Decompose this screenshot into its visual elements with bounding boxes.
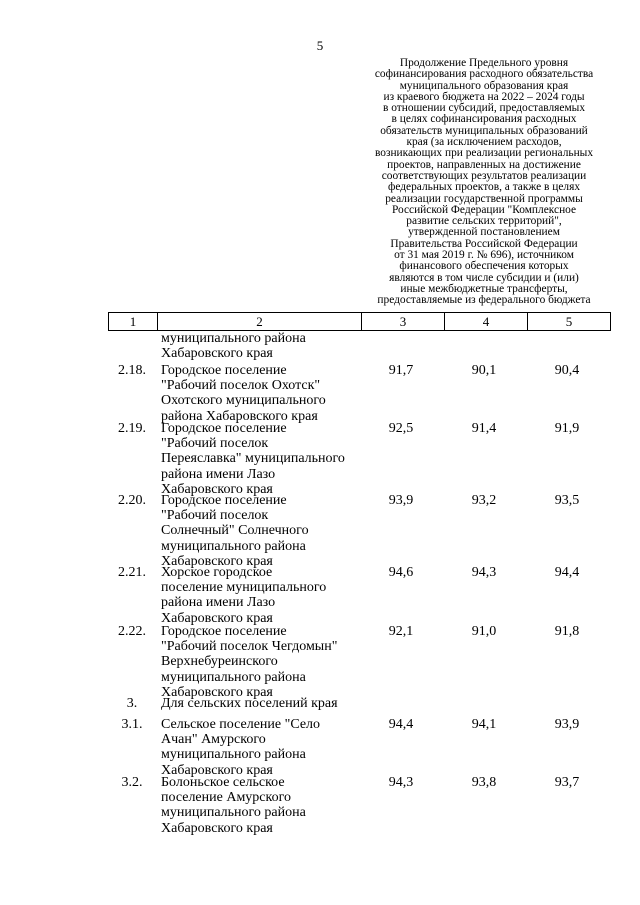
row-number: 2.18. <box>118 363 146 378</box>
header-line: из краевого бюджета на 2022 – 2024 годы <box>383 90 585 103</box>
header-line: муниципального образования края <box>399 79 569 92</box>
row-number: 2.19. <box>118 421 146 436</box>
row-number: 3.2. <box>121 775 143 790</box>
row-name <box>161 717 361 778</box>
value-col5: 91,8 <box>554 624 580 639</box>
row-name-line: Хабаровского края <box>161 346 273 362</box>
value-col4: 91,4 <box>471 421 497 436</box>
row-name-line: муниципального района <box>161 331 306 346</box>
row-name-line: Болоньское сельское <box>161 775 285 790</box>
row-name-line: Городское поселение <box>161 624 287 639</box>
column-header-4: 4 <box>445 313 528 331</box>
row-name-line: Хабаровского края <box>161 762 273 778</box>
column-header-2: 2 <box>158 313 362 331</box>
value-col5: 90,4 <box>554 363 580 378</box>
row-name-line: муниципального района <box>161 669 306 685</box>
row-name-line: Охотского муниципального <box>161 393 326 409</box>
header-line: в целях софинансирования расходных <box>391 113 577 126</box>
section-number: 3. <box>126 696 138 711</box>
value-col3: 92,5 <box>388 421 414 436</box>
header-line: Правительства Российской Федерации <box>390 237 578 250</box>
column-header-row <box>109 313 611 331</box>
row-name-line: муниципального района <box>161 805 306 821</box>
header-line: федеральных проектов, а также в целях <box>387 181 581 194</box>
row-name-line: Городское поселение <box>161 363 287 378</box>
row-name-line: Хабаровского края <box>161 684 273 700</box>
row-name-line: Сельское поселение "Село <box>161 717 321 732</box>
row-name <box>161 565 361 626</box>
row-name <box>161 421 361 497</box>
header-line: являются в том числе субсидии и (или) <box>389 271 579 284</box>
document-header <box>355 58 613 307</box>
row-name-line: "Рабочий поселок Охотск" <box>161 378 321 394</box>
value-col4: 90,1 <box>471 363 497 378</box>
value-col3: 91,7 <box>388 363 414 378</box>
value-col4: 91,0 <box>471 624 497 639</box>
value-col3: 94,3 <box>388 775 414 790</box>
header-line: развитие сельских территорий", <box>406 215 562 228</box>
value-col5: 94,4 <box>554 565 580 580</box>
row-name-line: района Хабаровского края <box>161 408 318 424</box>
value-col3: 93,9 <box>388 493 414 508</box>
column-header-1: 1 <box>109 313 158 331</box>
value-col3: 92,1 <box>388 624 414 639</box>
value-col4: 93,2 <box>471 493 497 508</box>
header-line: финансового обеспечения которых <box>399 260 569 273</box>
row-name-line: Ачан" Амурского <box>161 732 266 748</box>
value-col4: 94,3 <box>471 565 497 580</box>
row-name-line: района имени Лазо <box>161 595 276 611</box>
header-line: от 31 мая 2019 г. № 696), источником <box>394 249 574 262</box>
header-line: в отношении субсидий, предоставляемых <box>382 102 586 115</box>
row-name-line: Верхнебуреинского <box>161 654 278 670</box>
row-number: 2.20. <box>118 493 146 508</box>
column-header-3: 3 <box>362 313 445 331</box>
row-name <box>161 363 361 424</box>
row-name-line: Хорское городское <box>161 565 273 580</box>
row-name-line: района имени Лазо <box>161 466 276 482</box>
value-col5: 91,9 <box>554 421 580 436</box>
header-line: проектов, направленных на достижение <box>387 158 581 171</box>
column-header-table <box>108 312 611 331</box>
row-name-line: Солнечный" Солнечного <box>161 523 309 539</box>
header-line: софинансирования расходного обязательства <box>374 68 594 81</box>
row-name-line: "Рабочий поселок <box>161 508 269 524</box>
row-name-line: поселение муниципального <box>161 580 327 596</box>
value-col3: 94,6 <box>388 565 414 580</box>
row-name-line: Хабаровского края <box>161 481 273 497</box>
row-name-line: муниципального района <box>161 747 306 763</box>
header-line: предоставляемые из федерального бюджета <box>377 294 591 307</box>
row-name-line: муниципального района <box>161 538 306 554</box>
column-header-5: 5 <box>528 313 611 331</box>
row-name-line: Для сельских поселений края <box>161 696 338 711</box>
row-name-line: Хабаровского края <box>161 820 273 836</box>
value-col4: 94,1 <box>471 717 497 732</box>
value-col4: 93,8 <box>471 775 497 790</box>
header-line: Российской Федерации "Комплексное <box>391 203 577 216</box>
section-title <box>161 696 361 711</box>
header-line: утвержденной постановлением <box>408 226 560 239</box>
row-name-line: Хабаровского края <box>161 610 273 626</box>
row-name-line: "Рабочий поселок Чегдомын" <box>161 639 338 655</box>
row-name <box>161 331 361 361</box>
row-name <box>161 775 361 836</box>
row-name <box>161 624 361 700</box>
row-number: 3.1. <box>121 717 143 732</box>
header-line: реализации государственной программы <box>385 192 583 205</box>
row-name-line: поселение Амурского <box>161 790 292 806</box>
value-col5: 93,5 <box>554 493 580 508</box>
header-line: Продолжение Предельного уровня <box>399 57 569 69</box>
row-name-line: Хабаровского края <box>161 553 273 569</box>
row-number: 2.22. <box>118 624 146 639</box>
page-number: 5 <box>316 38 324 53</box>
row-name-line: "Рабочий поселок <box>161 436 269 452</box>
row-number: 2.21. <box>118 565 146 580</box>
value-col5: 93,9 <box>554 717 580 732</box>
value-col3: 94,4 <box>388 717 414 732</box>
row-name-line: Городское поселение <box>161 493 287 508</box>
row-name-line: Переяславка" муниципального <box>161 451 345 467</box>
header-line: края (за исключением расходов, <box>406 136 562 149</box>
header-line: иные межбюджетные трансферты, <box>400 282 568 295</box>
value-col5: 93,7 <box>554 775 580 790</box>
header-line: возникающих при реализации региональных <box>374 147 594 160</box>
row-name-line: Городское поселение <box>161 421 287 436</box>
header-line: соответствующих результатов реализации <box>381 169 587 182</box>
row-name <box>161 493 361 569</box>
header-line: обязательств муниципальных образований <box>380 124 588 137</box>
